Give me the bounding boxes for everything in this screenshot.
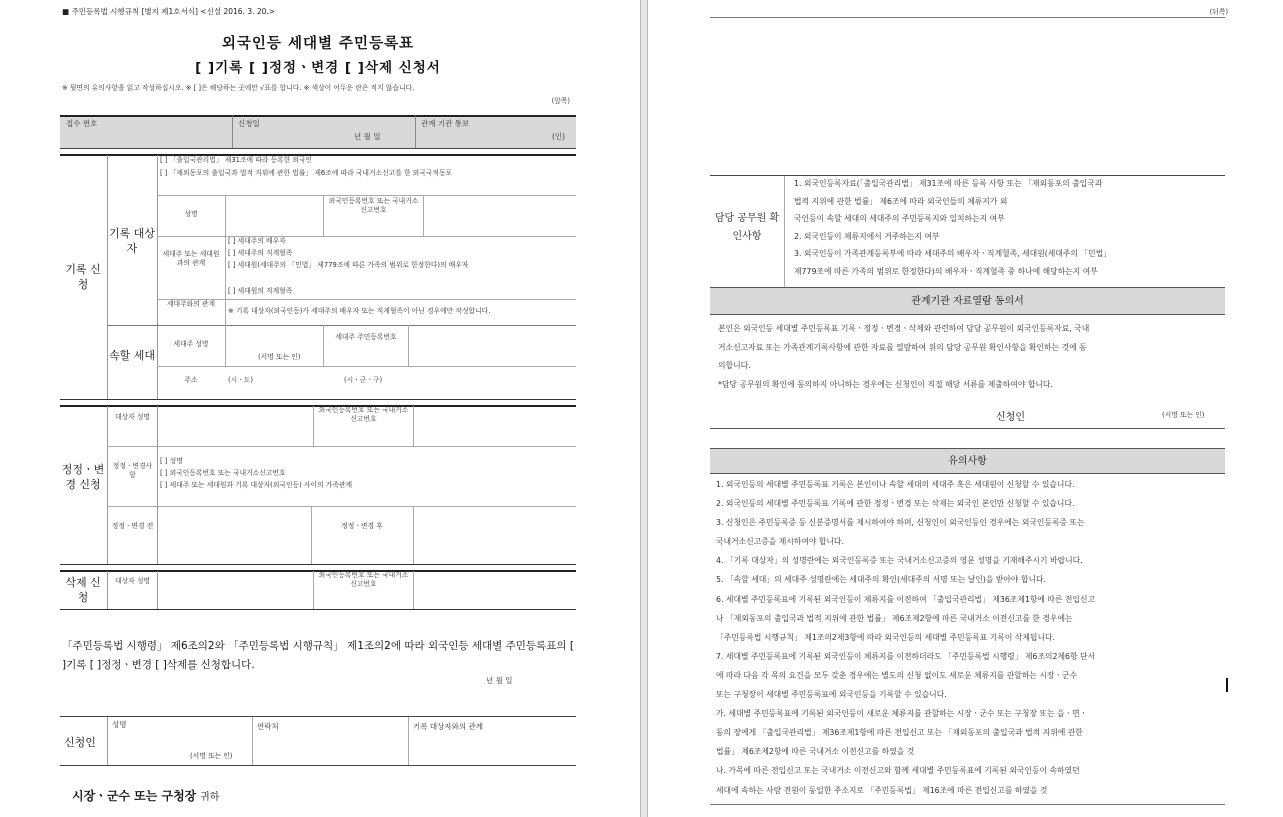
note-line: 5. 「속할 세대」의 세대주 성명란에는 세대주의 확인(세대주의 서명 또는 날인)을 받아야 합니다. [716,575,1046,585]
official-item: 제779조에 따른 가족의 범위로 한정한다)의 배우자ㆍ직계혈족 중 하나에 해당하는지 여부 [794,266,1098,276]
consent-line: 의합니다. [718,361,751,370]
text-cursor [1226,678,1228,692]
consent-body [718,320,1089,394]
relation-option-lineal[interactable]: [ ] 세대주의 직계혈족 [228,249,293,257]
hh-regno-label: 세대주 주민등록번호 [335,333,397,341]
notice-seal: (인) [552,132,566,141]
correction-item-regno[interactable]: [ ] 외국인등록번호 또는 국내거소신고번호 [160,469,286,477]
note-line: 3. 신청인은 주민등록증 등 신분증명서를 제시하여야 하며, 신청인이 외국인등인 경우에는 외국인등록증 또는 [716,518,1085,528]
after-label: 정정ㆍ변경 후 [341,522,383,530]
hh-name-label: 세대주 성명 [173,340,209,348]
note-line: 세대에 속하는 사람 전원이 동일한 주소지로 「주민등록법」 제16조에 따른 전입신고를 하였을 것 [716,785,1048,795]
note-line: 나. 가목에 따른 전입신고 또는 국내거소 이전신고와 함께 세대별 주민등록표에 기록된 외국인등이 속하였던 [716,766,1080,776]
relation-option-member-spouse[interactable]: [ ] 세대원(세대주의 「민법」 제779조에 따른 가족의 범위로 한정한다)의 배우자 [228,261,469,269]
record-option-registered[interactable]: [ ] 「출입국관리법」 제31조에 따라 등록한 외국인 [160,156,313,164]
applicant-relation-label: 기록 대상자와의 관계 [413,722,483,731]
correction-target-label: 대상자 성명 [115,413,150,421]
correction-items-label: 정정ㆍ변경사항 [112,462,153,479]
official-item: 1. 외국인등록자료(「출입국관리법」 제31조에 따른 등록 사항 또는 「재외동포의 출입국과 [794,179,1103,188]
consent-title: 관계기관 자료열람 동의서 [710,287,1225,315]
statement-date[interactable]: 년 월 일 [486,676,513,685]
household-label: 속할 세대 [109,349,156,362]
note-line: 가. 세대별 주민등록표에 기록된 외국인등이 새로운 체류지를 관할하는 시장ㆍ군수 또는 구청장 또는 읍ㆍ면ㆍ [716,709,1088,719]
relation-option-spouse[interactable]: [ ] 세대주의 배우자 [228,237,286,245]
receipt-number-label: 접수 번호 [66,119,98,128]
deletion-section-label: 삭제 신청 [65,576,101,604]
note-line: 1. 외국인등의 세대별 주민등록표 기록은 본인이나 속할 세대의 세대주 혹은 세대원이 신청할 수 있습니다. [716,480,1075,489]
before-field[interactable] [160,509,308,561]
official-item: 국인등이 속할 세대의 세대주의 주민등록지와 일치하는지 여부 [794,214,1005,223]
relation-label: 세대주 또는 세대원과의 관계 [162,250,220,267]
page-gutter [640,0,648,817]
record-target-label: 기록 대상자 [109,227,156,255]
note-line: 6. 세대별 주민등록표에 기록된 외국인등이 체류지를 이전하여 「출입국관리법」 제36조제1항에 따른 전입신고 [716,594,1096,604]
before-label: 정정ㆍ변경 전 [111,522,154,530]
correction-regno-field[interactable] [416,408,574,444]
hh-sign-mark[interactable]: (서명 또는 인) [258,353,301,361]
correction-item-name[interactable]: [ ] 성명 [160,457,183,465]
official-confirm-items [794,175,1111,280]
page-mark-front: (앞쪽) [551,97,570,105]
note-line: 국내거소신고증을 제시하여야 합니다. [716,537,844,547]
note-line: 나 「재외동포의 출입국과 법적 지위에 관한 법률」 제6조제2항에 따른 국내거소 이전신고를 한 경우에는 [716,613,1073,623]
note-line: 4. 「기록 대상자」의 성명란에는 외국인등록증 또는 국내거소신고증의 영문 성명을 기재해주시기 바랍니다. [716,556,1083,566]
addressee-title: 시장ㆍ군수 또는 구청장 [72,789,197,803]
correction-section-label: 정정ㆍ변경 신청 [61,463,105,491]
official-item: 3. 외국인등이 가족관계등록부에 따라 세대주의 배우자ㆍ직계혈족, 세대원(세대주의 「민법」 [794,249,1112,258]
applicant-contact-label: 연락처 [257,722,279,731]
receipt-date-label: 신청일 [238,119,260,128]
official-item: 2. 외국인등이 체류지에서 거주하는지 여부 [794,231,940,241]
consent-line: 거소신고자료 또는 가족관계기록사항에 관한 자료를 열람하여 위의 담당 공무원 확인사항을 확인하는 것에 동 [718,342,1087,352]
receipt-date-value: 년 월 일 [354,132,381,141]
notes-body [716,475,1095,800]
page-mark-back: (뒤쪽) [1209,8,1228,16]
form-page-back [648,0,1283,817]
deletion-regno-label: 외국인등록번호 또는 국내거소신고번호 [318,571,409,588]
address-label: 주소 [184,376,198,384]
note-line: 7. 세대별 주민등록표에 기록된 외국인등이 체류지를 이전하더라도 「주민등록법 시행령」 제6조의2제6항 단서 [716,651,1096,661]
record-option-overseas-korean[interactable]: [ ] 「재외동포의 출입국과 법적 지위에 관한 법률」 제6조에 따라 국내거소신고를 한 외국국적동포 [160,169,453,177]
form-page-front [0,0,640,817]
note-line: 2. 외국인등의 세대별 주민등록표 기록에 관한 정정ㆍ변경 또는 삭제는 외국인 본인만 신청할 수 있습니다. [716,499,1075,509]
note-line: 법률」 제6조제2항에 따른 국내거소 이전신고를 하였을 것 [716,747,915,757]
applicant-name-label: 성명 [112,720,127,729]
consent-line: *담당 공무원의 확인에 동의하지 아니하는 경우에는 신청인이 직접 해당 서류를 제출하여야 합니다. [718,379,1053,389]
application-statement: 「주민등록법 시행령」 제6조의2와 「주민등록법 시행규칙」 제1조의2에 따라 외국인등 세대별 주민등록표의 [ ]기록 [ ]정정ㆍ변경 [ ]삭제를 신청합니다. [62,640,574,671]
notes-title: 유의사항 [710,448,1225,474]
addressee [72,787,219,804]
target-regno-label: 외국인등록번호 또는 국내거소신고번호 [328,197,419,214]
applicant-label: 신청인 [64,736,96,749]
form-title: 외국인등 세대별 주민등록표 [221,36,415,52]
after-field[interactable] [416,509,574,561]
form-subtitle: [ ]기록 [ ]정정ㆍ변경 [ ]삭제 신청서 [195,60,441,76]
deletion-name-field[interactable] [160,573,310,607]
note-line: 「주민등록법 시행규칙」 제1조의2제3항에 따라 외국인등의 세대별 주민등록표 기록이 삭제됩니다. [716,632,1055,642]
instructions-text: ※ 뒷면의 유의사항을 읽고 작성하십시오. ※ [ ]은 해당하는 곳에만 √표를 합니다. ※ 색상이 어두운 란은 적지 않습니다. [62,84,415,92]
target-name-label: 성명 [184,210,198,218]
official-confirm-label: 담당 공무원 확인사항 [714,213,780,242]
notice-label: 관계 기관 통보 [421,119,470,128]
applicant-sign-mark[interactable]: (서명 또는 인) [190,752,233,760]
correction-regno-label: 외국인등록번호 또는 국내거소신고번호 [318,406,409,423]
form-header-note: ■ 주민등록법 시행규칙 [별지 제1호서식] <신설 2016. 3. 20.> [62,7,276,16]
note-line: 또는 구청장이 세대별 주민등록표에 외국인등을 기록할 수 있습니다. [716,690,947,700]
note-line: 에 따라 다음 각 목의 요건을 모두 갖춘 경우에는 별도의 신청 없이도 새로운 체류지를 관할하는 시장ㆍ군수 [716,670,1078,680]
consent-applicant-label: 신청인 [996,412,1025,423]
target-name-field[interactable] [228,198,321,233]
relation-option-member-lineal[interactable]: [ ] 세대원의 직계혈족 [228,287,293,295]
deletion-regno-field[interactable] [416,573,574,607]
addressee-suffix: 귀하 [200,792,220,803]
deletion-target-label: 대상자 성명 [115,577,150,585]
note-line: 동의 장에게 「출입국관리법」 제36조제1항에 따른 전입신고 또는 「재외동포의 출입국과 법적 지위에 관한 [716,728,1083,738]
address-district[interactable]: (시ㆍ군ㆍ구) [344,376,383,384]
consent-sign-mark[interactable]: (서명 또는 인) [1162,411,1205,419]
hh-relation-note: ※ 기록 대상자(외국인등)가 세대주의 배우자 또는 직계혈족이 아닌 경우에만 작성합니다. [228,307,491,315]
official-item: 법적 지위에 관한 법률」 제6조에 따라 외국인들의 체류지가 외 [794,196,1008,206]
address-city[interactable]: (시ㆍ도) [228,376,254,384]
hh-regno-field[interactable] [411,328,574,363]
receipt-row [60,116,576,148]
correction-item-family[interactable]: [ ] 세대주 또는 세대원과 기록 대상자(외국인등) 사이의 가족관계 [160,481,353,489]
record-section-label: 기록 신청 [65,263,101,291]
consent-line: 본인은 외국인등 세대별 주민등록표 기록ㆍ정정ㆍ변경ㆍ삭제와 관련하여 담당 공무원이 외국인등록자료, 국내 [718,324,1090,333]
hh-relation-label: 세대주와의 관계 [166,300,216,308]
target-regno-field[interactable] [426,198,574,233]
correction-name-field[interactable] [160,408,310,444]
